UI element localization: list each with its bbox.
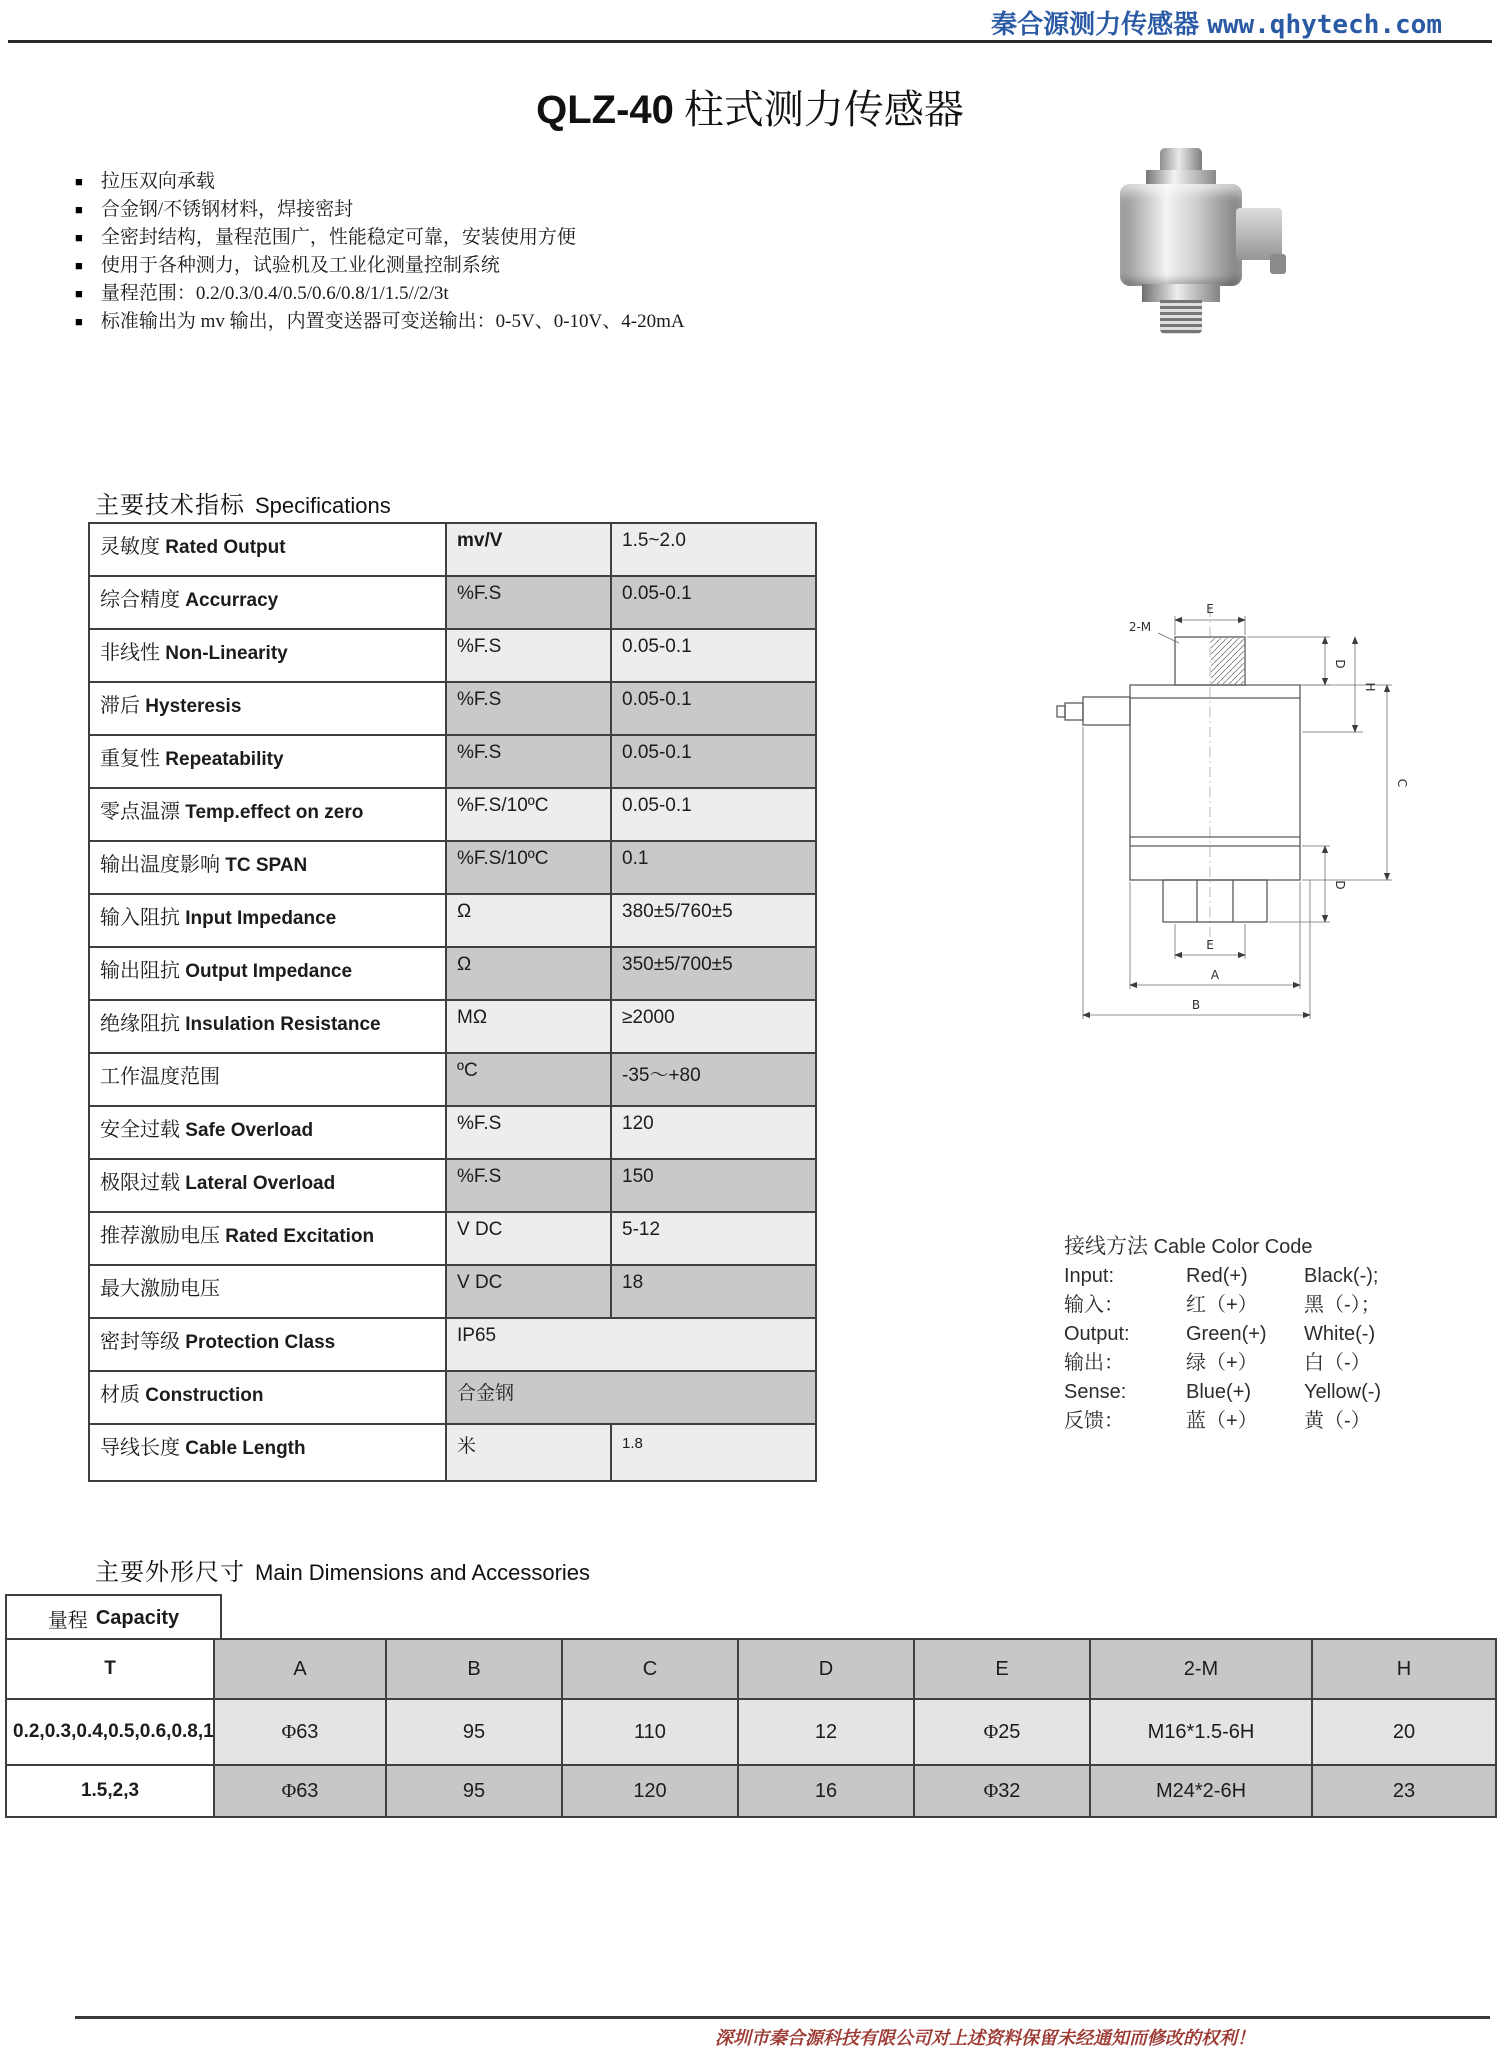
spec-value-cell: 0.1 xyxy=(611,841,816,894)
spec-parameter-zh: 绝缘阻抗 xyxy=(100,1013,180,1035)
spec-unit-cell: %F.S/10ºC xyxy=(446,788,611,841)
feature-item xyxy=(75,280,685,308)
spec-row xyxy=(89,894,816,947)
spec-value-cell: 0.05-0.1 xyxy=(611,629,816,682)
spec-row xyxy=(89,1159,816,1212)
spec-parameter-cell xyxy=(89,947,446,1000)
specs-heading xyxy=(95,485,391,520)
spec-unit-cell: %F.S/10ºC xyxy=(446,841,611,894)
specifications-table xyxy=(88,522,817,1482)
cable-positive-wire: 红（+） xyxy=(1186,1294,1258,1316)
spec-value-cell: 1.8 xyxy=(611,1424,816,1481)
cable-line-label: Input: xyxy=(1064,1265,1115,1287)
spec-unit-cell: %F.S xyxy=(446,1106,611,1159)
dimensions-heading-en: Main Dimensions and Accessories xyxy=(255,1560,591,1585)
cable-heading-zh: 接线方法 xyxy=(1064,1234,1148,1258)
feature-item xyxy=(75,196,685,224)
spec-parameter-zh: 工作温度范围 xyxy=(100,1066,220,1088)
spec-row xyxy=(89,1265,816,1318)
dimension-value-cell: 95 xyxy=(386,1699,562,1765)
spec-row xyxy=(89,788,816,841)
spec-parameter-en: Repeatability xyxy=(160,749,284,770)
dimension-value-cell: Φ25 xyxy=(914,1699,1090,1765)
spec-parameter-cell xyxy=(89,1053,446,1106)
dimension-column-header: D xyxy=(738,1639,914,1699)
spec-parameter-zh: 零点温漂 xyxy=(100,801,180,823)
dim-label-b: B xyxy=(1191,998,1201,1012)
cable-positive-wire: Red(+) xyxy=(1186,1265,1248,1287)
spec-row xyxy=(89,1053,816,1106)
dimension-header-row xyxy=(6,1639,1496,1699)
spec-parameter-cell xyxy=(89,1371,446,1424)
spec-parameter-en: Insulation Resistance xyxy=(180,1014,381,1035)
spec-parameter-zh: 重复性 xyxy=(100,748,160,770)
dimension-column-header: C xyxy=(562,1639,738,1699)
feature-text: 使用于各种测力，试验机及工业化测量控制系统 xyxy=(100,255,500,276)
spec-parameter-en: Safe Overload xyxy=(180,1120,314,1141)
spec-parameter-cell xyxy=(89,788,446,841)
cable-line-label: 输入： xyxy=(1064,1294,1124,1316)
spec-parameter-zh: 最大激励电压 xyxy=(100,1278,220,1300)
dim-label-c: C xyxy=(1395,778,1409,788)
spec-parameter-cell xyxy=(89,1424,446,1481)
spec-unit-cell: %F.S xyxy=(446,629,611,682)
cable-positive-wire: 绿（+） xyxy=(1186,1352,1258,1374)
spec-row xyxy=(89,735,816,788)
spec-parameter-zh: 灵敏度 xyxy=(100,536,160,558)
spec-parameter-zh: 非线性 xyxy=(100,642,160,664)
bullet-square-icon: ■ xyxy=(75,314,83,329)
spec-parameter-cell xyxy=(89,1106,446,1159)
spec-parameter-en: TC SPAN xyxy=(220,855,308,876)
dim-label-e-bottom: E xyxy=(1206,938,1214,952)
spec-row xyxy=(89,947,816,1000)
cable-line xyxy=(1064,1262,1381,1291)
spec-row xyxy=(89,576,816,629)
spec-unit-cell: %F.S xyxy=(446,682,611,735)
phi-symbol: Φ xyxy=(281,1720,297,1743)
photo-cable-gland xyxy=(1270,254,1286,274)
bullet-square-icon: ■ xyxy=(75,286,83,301)
cable-negative-wire: 黑（-）； xyxy=(1304,1294,1381,1316)
dimension-drawing xyxy=(980,585,1420,1055)
dimension-column-header: 2-M xyxy=(1090,1639,1312,1699)
spec-unit-cell: V DC xyxy=(446,1212,611,1265)
spec-row xyxy=(89,1318,816,1371)
dim-label-2m: 2-M xyxy=(1128,620,1152,634)
cable-heading xyxy=(1064,1232,1381,1262)
dimension-value-cell: 20 xyxy=(1312,1699,1496,1765)
spec-parameter-zh: 推荐激励电压 xyxy=(100,1225,220,1247)
cable-heading-en: Cable Color Code xyxy=(1153,1236,1313,1258)
spec-parameter-cell xyxy=(89,735,446,788)
spec-value-cell: 120 xyxy=(611,1106,816,1159)
spec-row xyxy=(89,841,816,894)
spec-value-cell: 5-12 xyxy=(611,1212,816,1265)
cable-positive-wire: 蓝（+） xyxy=(1186,1410,1258,1432)
feature-text: 量程范围：0.2/0.3/0.4/0.5/0.6/0.8/1/1.5//2/3t xyxy=(100,283,449,304)
cable-negative-wire: Yellow(-) xyxy=(1304,1381,1382,1403)
dimension-data-row xyxy=(6,1765,1496,1817)
page-title xyxy=(0,78,1500,135)
spec-parameter-zh: 安全过载 xyxy=(100,1119,180,1141)
spec-parameter-zh: 极限过载 xyxy=(100,1172,180,1194)
spec-unit-cell: 米 xyxy=(446,1424,611,1481)
dim-label-h: H xyxy=(1363,682,1377,692)
spec-value-cell: 0.05-0.1 xyxy=(611,735,816,788)
capacity-label-en: Capacity xyxy=(95,1606,180,1629)
spec-row xyxy=(89,1212,816,1265)
brand-url: www.qhytech.com xyxy=(1207,10,1442,40)
spec-parameter-cell xyxy=(89,894,446,947)
dimension-column-header: H xyxy=(1312,1639,1496,1699)
dimension-data-row xyxy=(6,1699,1496,1765)
spec-unit-cell: ºC xyxy=(446,1053,611,1106)
spec-parameter-en: Non-Linearity xyxy=(160,643,288,664)
spec-unit-cell: mv/V xyxy=(446,523,611,576)
spec-parameter-zh: 输出阻抗 xyxy=(100,960,180,982)
spec-unit-cell: %F.S xyxy=(446,576,611,629)
spec-row xyxy=(89,1000,816,1053)
dim-label-a: A xyxy=(1210,968,1220,982)
spec-value-cell: 0.05-0.1 xyxy=(611,682,816,735)
dimension-value-cell: Φ63 xyxy=(214,1765,386,1817)
spec-unit-cell: 合金钢 xyxy=(446,1371,816,1424)
spec-unit-cell: %F.S xyxy=(446,735,611,788)
dim-label-e-top: E xyxy=(1206,602,1214,616)
phi-symbol: Φ xyxy=(281,1779,297,1802)
cable-line xyxy=(1064,1291,1381,1320)
dim-label-d-top: D xyxy=(1333,659,1347,669)
photo-body xyxy=(1120,184,1242,286)
spec-parameter-cell xyxy=(89,523,446,576)
dimension-value-cell: Φ32 xyxy=(914,1765,1090,1817)
phi-symbol: Φ xyxy=(983,1779,999,1802)
cable-line-label: Sense: xyxy=(1064,1381,1127,1403)
bullet-square-icon: ■ xyxy=(75,230,83,245)
spec-unit-cell: Ω xyxy=(446,894,611,947)
feature-item xyxy=(75,308,685,336)
dimension-column-header: B xyxy=(386,1639,562,1699)
spec-parameter-cell xyxy=(89,576,446,629)
brand-name: 秦合源测力传感器 xyxy=(991,10,1200,39)
spec-value-cell: 380±5/760±5 xyxy=(611,894,816,947)
spec-parameter-zh: 输入阻抗 xyxy=(100,907,180,929)
spec-parameter-zh: 滞后 xyxy=(100,695,140,717)
cable-line xyxy=(1064,1320,1381,1349)
spec-parameter-cell xyxy=(89,629,446,682)
spec-parameter-en: Rated Output xyxy=(160,537,286,558)
dimension-value-cell: 23 xyxy=(1312,1765,1496,1817)
spec-value-cell: 350±5/700±5 xyxy=(611,947,816,1000)
dimension-value-cell: 95 xyxy=(386,1765,562,1817)
dimensions-heading-zh: 主要外形尺寸 xyxy=(95,1560,245,1586)
spec-row xyxy=(89,523,816,576)
spec-parameter-cell xyxy=(89,1159,446,1212)
capacity-header-cell xyxy=(5,1594,222,1640)
dimension-value-cell: 12 xyxy=(738,1699,914,1765)
spec-unit-cell: IP65 xyxy=(446,1318,816,1371)
spec-parameter-en: Construction xyxy=(140,1385,264,1406)
spec-value-cell: -35～+80 xyxy=(611,1053,816,1106)
feature-text: 标准输出为 mv 输出，内置变送器可变送输出：0-5V、0-10V、4-20mA xyxy=(100,311,685,332)
spec-parameter-en: Output Impedance xyxy=(180,961,353,982)
spec-row xyxy=(89,1424,816,1481)
dimension-column-header: A xyxy=(214,1639,386,1699)
spec-row xyxy=(89,1371,816,1424)
spec-parameter-cell xyxy=(89,1318,446,1371)
spec-parameter-cell xyxy=(89,1265,446,1318)
spec-parameter-zh: 综合精度 xyxy=(100,589,180,611)
cable-line xyxy=(1064,1378,1381,1407)
cable-negative-wire: Black(-); xyxy=(1304,1265,1379,1287)
dimensions-heading xyxy=(95,1552,590,1587)
feature-text: 全密封结构，量程范围广，性能稳定可靠，安装使用方便 xyxy=(100,227,576,248)
spec-unit-cell: MΩ xyxy=(446,1000,611,1053)
photo-bottom-stud xyxy=(1160,300,1202,334)
footer-divider xyxy=(75,2016,1490,2019)
spec-value-cell: ≥2000 xyxy=(611,1000,816,1053)
spec-parameter-en: Accurracy xyxy=(180,590,279,611)
spec-row xyxy=(89,682,816,735)
spec-parameter-en: Protection Class xyxy=(180,1332,336,1353)
dimensions-table xyxy=(5,1638,1497,1818)
spec-value-cell: 1.5~2.0 xyxy=(611,523,816,576)
dimension-value-cell: 120 xyxy=(562,1765,738,1817)
bullet-square-icon: ■ xyxy=(75,258,83,273)
spec-parameter-en: Rated Excitation xyxy=(220,1226,375,1247)
feature-list xyxy=(75,168,685,336)
spec-row xyxy=(89,629,816,682)
spec-parameter-en: Cable Length xyxy=(180,1438,306,1459)
cable-line-label: Output: xyxy=(1064,1323,1130,1345)
feature-text: 合金钢/不锈钢材料，焊接密封 xyxy=(100,199,354,220)
spec-unit-cell: %F.S xyxy=(446,1159,611,1212)
brand-header xyxy=(991,4,1442,41)
dimension-value-cell: 16 xyxy=(738,1765,914,1817)
dimension-value-cell: 110 xyxy=(562,1699,738,1765)
cable-line-label: 反馈： xyxy=(1064,1410,1124,1432)
spec-parameter-en: Temp.effect on zero xyxy=(180,802,364,823)
dimension-value-cell: M24*2-6H xyxy=(1090,1765,1312,1817)
capacity-label-zh: 量程 xyxy=(47,1609,88,1632)
spec-parameter-cell xyxy=(89,1212,446,1265)
cable-negative-wire: White(-) xyxy=(1304,1323,1376,1345)
dimension-value-cell: Φ63 xyxy=(214,1699,386,1765)
feature-item xyxy=(75,252,685,280)
model-number: QLZ-40 xyxy=(536,88,674,132)
spec-value-cell: 18 xyxy=(611,1265,816,1318)
capacity-range-cell: 1.5,2,3 xyxy=(6,1765,214,1817)
phi-symbol: Φ xyxy=(983,1720,999,1743)
cable-positive-wire: Green(+) xyxy=(1186,1323,1267,1345)
spec-value-cell: 150 xyxy=(611,1159,816,1212)
cable-color-code xyxy=(1064,1232,1381,1436)
spec-unit-cell: V DC xyxy=(446,1265,611,1318)
specs-heading-en: Specifications xyxy=(255,493,391,518)
spec-parameter-cell xyxy=(89,682,446,735)
spec-parameter-cell xyxy=(89,841,446,894)
dimension-column-header: E xyxy=(914,1639,1090,1699)
spec-parameter-en: Hysteresis xyxy=(140,696,242,717)
spec-value-cell: 0.05-0.1 xyxy=(611,788,816,841)
footer-notice: 深圳市秦合源科技有限公司对上述资料保留未经通知而修改的权利！ xyxy=(715,2028,1255,2048)
spec-parameter-zh: 导线长度 xyxy=(100,1437,180,1459)
bullet-square-icon: ■ xyxy=(75,202,83,217)
product-photo xyxy=(1068,146,1293,341)
bullet-square-icon: ■ xyxy=(75,174,83,189)
spec-parameter-zh: 输出温度影响 xyxy=(100,854,220,876)
dim-label-d-bottom: D xyxy=(1333,880,1347,890)
specs-heading-zh: 主要技术指标 xyxy=(95,493,245,519)
cable-line xyxy=(1064,1407,1381,1436)
spec-parameter-en: Input Impedance xyxy=(180,908,337,929)
cable-positive-wire: Blue(+) xyxy=(1186,1381,1252,1403)
feature-item xyxy=(75,224,685,252)
spec-parameter-cell xyxy=(89,1000,446,1053)
product-name: 柱式测力传感器 xyxy=(683,87,964,132)
feature-item xyxy=(75,168,685,196)
photo-connector xyxy=(1236,208,1282,260)
spec-parameter-en: Lateral Overload xyxy=(180,1173,336,1194)
capacity-range-cell: 0.2,0.3,0.4,0.5,0.6,0.8,1 xyxy=(6,1699,214,1765)
cable-lines xyxy=(1064,1262,1381,1436)
spec-parameter-zh: 密封等级 xyxy=(100,1331,180,1353)
spec-value-cell: 0.05-0.1 xyxy=(611,576,816,629)
cable-negative-wire: 黄（-） xyxy=(1304,1410,1371,1432)
spec-parameter-zh: 材质 xyxy=(100,1384,140,1406)
header-divider xyxy=(8,40,1492,43)
spec-row xyxy=(89,1106,816,1159)
feature-text: 拉压双向承载 xyxy=(100,171,215,192)
dimension-column-header: T xyxy=(6,1639,214,1699)
spec-unit-cell: Ω xyxy=(446,947,611,1000)
cable-line xyxy=(1064,1349,1381,1378)
cable-negative-wire: 白（-） xyxy=(1304,1352,1371,1374)
dimension-value-cell: M16*1.5-6H xyxy=(1090,1699,1312,1765)
cable-line-label: 输出： xyxy=(1064,1352,1124,1374)
